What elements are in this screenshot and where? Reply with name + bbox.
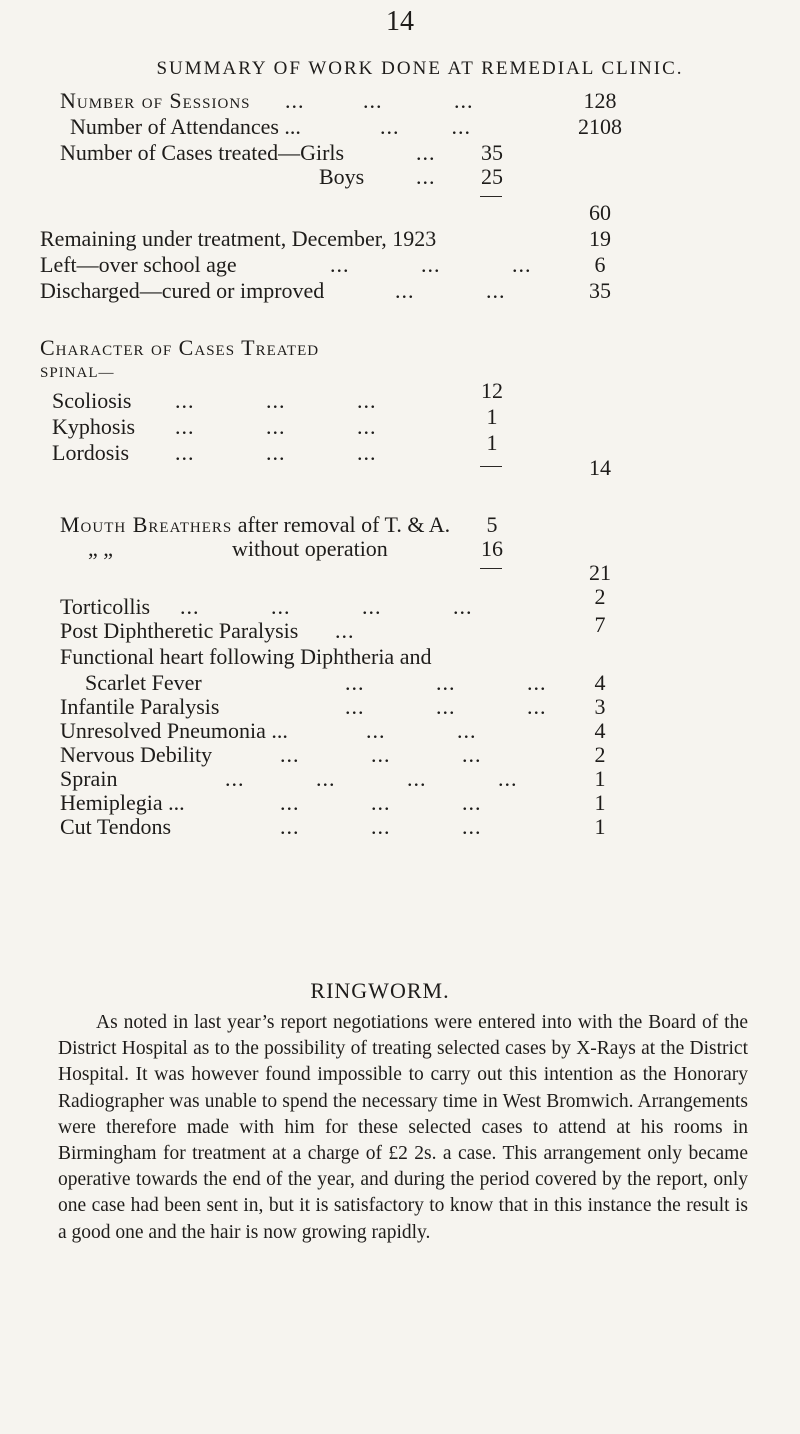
left-row: [0, 252, 800, 278]
remaining-row: [0, 226, 800, 252]
cases-total-value: 60: [589, 200, 611, 225]
left-value: 6: [594, 252, 606, 277]
scoliosis-value: 12: [481, 378, 503, 403]
kyphosis-value: 1: [486, 404, 498, 429]
mouth-after-text: [60, 512, 450, 538]
nervous-debility-value: 2: [594, 742, 606, 767]
hemiplegia-value: 1: [594, 790, 606, 815]
scarlet-fever-label: Scarlet Fever: [85, 670, 202, 695]
boys-value: 25: [481, 164, 503, 189]
discharged-value: 35: [589, 278, 611, 303]
post-diphtheretic-label: Post Diphtheretic Paralysis: [60, 618, 299, 643]
scarlet-fever-row: [0, 670, 800, 696]
mouth-without-label: without operation: [232, 536, 388, 561]
mouth-total-value: 21: [589, 560, 611, 585]
leader-dots: ... ... ... ...: [180, 594, 473, 619]
cases-total-row: [0, 200, 800, 226]
mouth-after-row: [0, 512, 800, 538]
attendances-row: [0, 114, 800, 140]
leader-dots: ... ... ...: [280, 742, 482, 767]
leader-dots: ... ... ...: [345, 694, 547, 719]
discharged-label: Discharged—cured or improved: [40, 278, 325, 303]
mouth-total-row: [0, 560, 800, 586]
scoliosis-row: [0, 378, 800, 414]
cut-tendons-label: Cut Tendons: [60, 814, 172, 839]
sessions-row: [0, 88, 800, 114]
pneumonia-value: 4: [594, 718, 606, 743]
summary-heading: SUMMARY OF WORK DONE AT REMEDIAL CLINIC.: [156, 58, 684, 79]
mouth-without-value: 16: [481, 536, 503, 561]
leader-dots: ... ... ...: [175, 388, 377, 413]
leader-dots: ... ... ...: [285, 88, 474, 113]
boys-label: Boys: [319, 164, 365, 189]
leader-dots: ... ...: [380, 114, 471, 139]
nervous-debility-row: [0, 742, 800, 768]
girls-value: 35: [481, 140, 503, 165]
post-diphtheretic-value: 7: [594, 612, 606, 637]
lordosis-label: Lordosis: [52, 440, 129, 465]
infantile-paralysis-row: [0, 694, 800, 720]
spinal-total-value: 14: [589, 455, 611, 480]
torticollis-label: Torticollis: [60, 594, 151, 619]
remaining-label: Remaining under treatment, December, 1923: [40, 226, 437, 251]
left-label: Left—over school age: [40, 252, 237, 277]
leader-dots: ... ... ...: [280, 790, 482, 815]
infantile-paralysis-label: Infantile Paralysis: [60, 694, 220, 719]
spinal-total-row: [0, 455, 800, 481]
hemiplegia-label: Hemiplegia ...: [60, 790, 185, 815]
girls-row: [0, 140, 800, 166]
leader-dots: ... ...: [366, 718, 477, 743]
cut-tendons-value: 1: [594, 814, 606, 839]
leader-dots: ... ... ...: [175, 414, 377, 439]
pneumonia-row: [0, 718, 800, 744]
mouth-without-row: [0, 536, 800, 562]
character-title: Character of Cases Treated: [40, 335, 320, 360]
character-title-row: [0, 335, 800, 361]
mouth-after-label: after removal of T. & A.: [237, 512, 451, 537]
sprain-label: Sprain: [60, 766, 118, 791]
scoliosis-label: Scoliosis: [52, 388, 132, 413]
spinal-label: SPINAL—: [40, 365, 115, 381]
ringworm-paragraph: As noted in last year’s report negotiations were entered into with the Board of the District Hospital as to the possibility of treating selected cases by X-Rays at the District Hospital. It was however found impossible to carry out this intention as the Honorary Radiographer was unable to spend the necessary time in West Bromwich. Arrangements were therefore made with him for these selected cases to attend at his rooms in Birmingham for treatment at a charge of £2 2s. a case. This arrangement only became operative towards the end of the year, and during the period covered by the report, only one case had been sent in, but it is satisfactory to know that in this instance the result is a good one and the hair is now growing rapidly.: [58, 1012, 748, 1243]
kyphosis-label: Kyphosis: [52, 414, 136, 439]
leader-dots: ... ... ... ...: [225, 766, 518, 791]
lordosis-value: 1: [486, 430, 498, 455]
mouth-title: Mouth Breathers: [60, 512, 233, 537]
hemiplegia-row: [0, 790, 800, 816]
cut-tendons-row: [0, 814, 800, 840]
leader-dots: ...: [416, 140, 436, 165]
post-diphtheretic-row: [0, 612, 800, 644]
attendances-label: Number of Attendances ...: [70, 114, 301, 139]
sessions-value: 128: [583, 88, 617, 113]
leader-dots: ...: [416, 164, 436, 189]
functional-heart-label: Functional heart following Diphtheria and: [60, 644, 432, 669]
subtotal-rule: [480, 196, 502, 197]
leader-dots: ... ...: [395, 278, 506, 303]
ditto-marks: „ „: [88, 536, 114, 561]
nervous-debility-label: Nervous Debility: [60, 742, 213, 767]
sprain-value: 1: [594, 766, 606, 791]
attendances-value: 2108: [578, 114, 622, 139]
sprain-row: [0, 766, 800, 792]
leader-dots: ... ... ...: [330, 252, 532, 277]
leader-dots: ... ... ...: [280, 814, 482, 839]
infantile-paralysis-value: 3: [594, 694, 606, 719]
scarlet-fever-value: 4: [594, 670, 606, 695]
torticollis-row: [0, 584, 800, 620]
sessions-label: Number of Sessions: [60, 88, 251, 113]
leader-dots: ... ... ...: [345, 670, 547, 695]
leader-dots: ... ... ...: [175, 440, 377, 465]
kyphosis-row: [0, 404, 800, 440]
pneumonia-label: Unresolved Pneumonia ...: [60, 718, 288, 743]
functional-heart-row: [0, 644, 800, 670]
girls-label: Number of Cases treated—Girls: [60, 140, 345, 165]
ringworm-title: RINGWORM.: [310, 978, 450, 1003]
page-number: 14: [386, 6, 414, 37]
leader-dots: ...: [335, 618, 355, 643]
discharged-row: [0, 278, 800, 304]
boys-row: [0, 164, 800, 190]
mouth-after-value: 5: [486, 512, 498, 537]
spinal-label-row: [0, 360, 800, 386]
remaining-value: 19: [589, 226, 611, 251]
torticollis-value: 2: [594, 584, 606, 609]
